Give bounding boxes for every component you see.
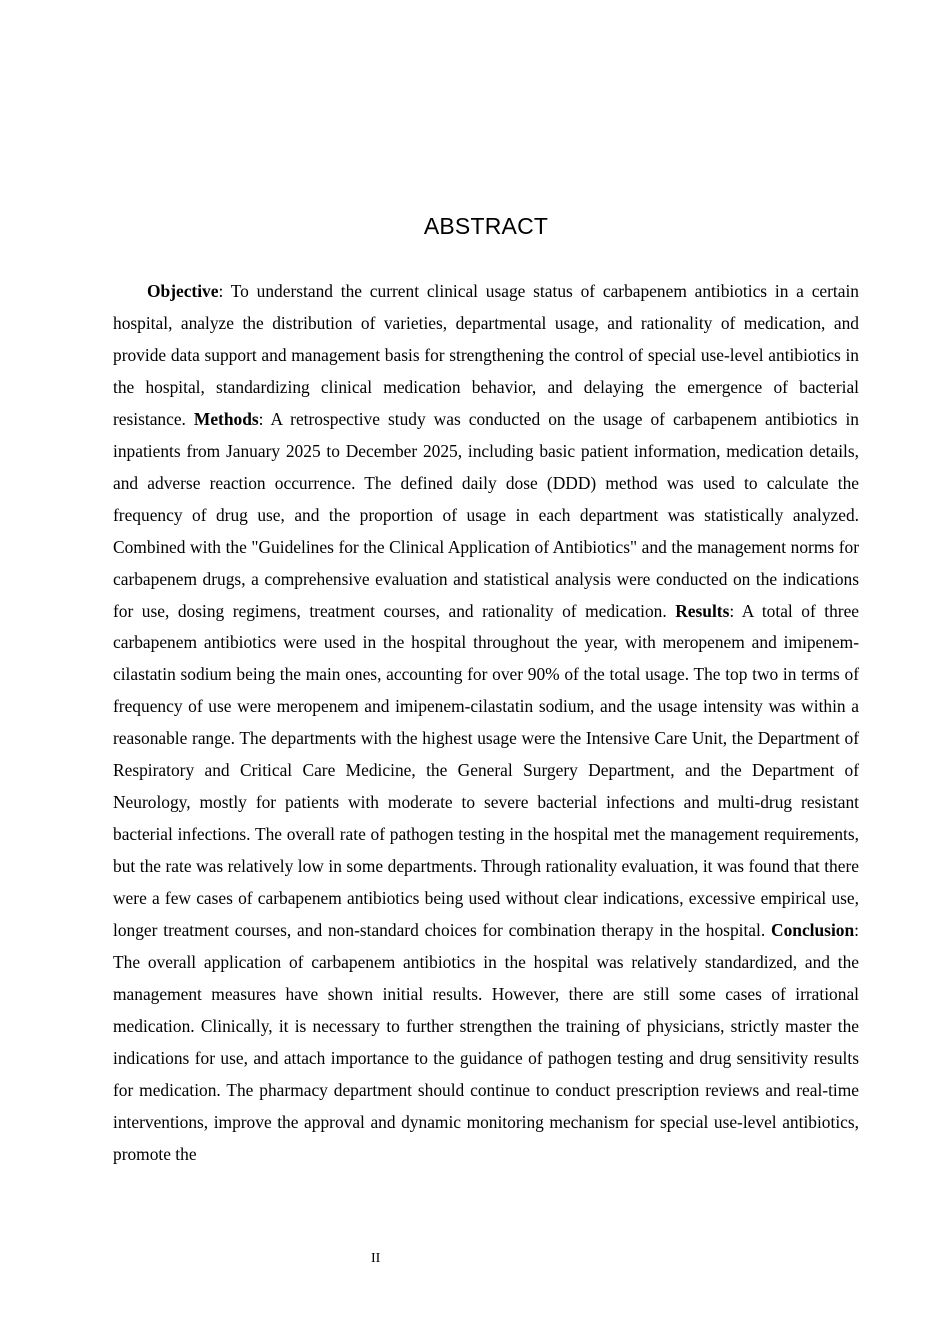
- results-label: Results: [675, 600, 730, 621]
- results-text: : A total of three carbapenem antibiotics were used in the hospital throughout the year, with meropenem and imipenem-cilastatin sodium being the main ones, accounting for over 90% of the total usage. The top two in terms of frequency of use were meropenem and imipenem-cilastatin sodium, and the usage intensity was within a reasonable range. The departments with the highest usage were the Intensive Care Unit, the Department of Respiratory and Critical Care Medicine, the General Surgery Department, and the Department of Neurology, mostly for patients with moderate to severe bacterial infections and multi-drug resistant bacterial infections. The overall rate of pathogen testing in the hospital met the management requirements, but the rate was relatively low in some departments. Through rationality evaluation, it was found that there were a few cases of carbapenem antibiotics being used without clear indications, excessive empirical use, longer treatment courses, and non-standard choices for combination therapy in the hospital.: [113, 600, 860, 941]
- methods-label: Methods: [193, 408, 259, 429]
- conclusion-label: Conclusion: [771, 920, 855, 941]
- objective-text: : To understand the current clinical usage status of carbapenem antibiotics in a certain hospital, analyze the distribution of varieties, departmental usage, and rationality of medication, and provide data support and management basis for strengthening the control of special use-level antibiotics in the hospital, standardizing clinical medication behavior, and delaying the emergence of bacterial resistance.: [113, 281, 859, 429]
- abstract-body: [113, 276, 859, 1171]
- conclusion-text: : The overall application of carbapenem antibiotics in the hospital was relatively standardized, and the management measures have shown initial results. However, there are still some cases of irrational medication. Clinically, it is necessary to further strengthen the training of physicians, strictly master the indications for use, and attach importance to the guidance of pathogen testing and drug sensitivity results for medication. The pharmacy department should continue to conduct prescription reviews and real-time interventions, improve the approval and dynamic monitoring mechanism for special use-level antibiotics, promote the: [113, 920, 859, 1164]
- abstract-title: ABSTRACT: [423, 213, 549, 239]
- page-number: II: [371, 1251, 381, 1266]
- methods-text: : A retrospective study was conducted on the usage of carbapenem antibiotics in inpatients from January 2025 to December 2025, including basic patient information, medication details, and adverse reaction occurrence. The defined daily dose (DDD) method was used to calculate the frequency of drug use, and the proportion of usage in each department was statistically analyzed. Combined with the "Guidelines for the Clinical Application of Antibiotics" and the management norms for carbapenem drugs, a comprehensive evaluation and statistical analysis were conducted on the indications for use, dosing regimens, treatment courses, and rationality of medication.: [113, 408, 859, 621]
- objective-label: Objective: [147, 281, 219, 301]
